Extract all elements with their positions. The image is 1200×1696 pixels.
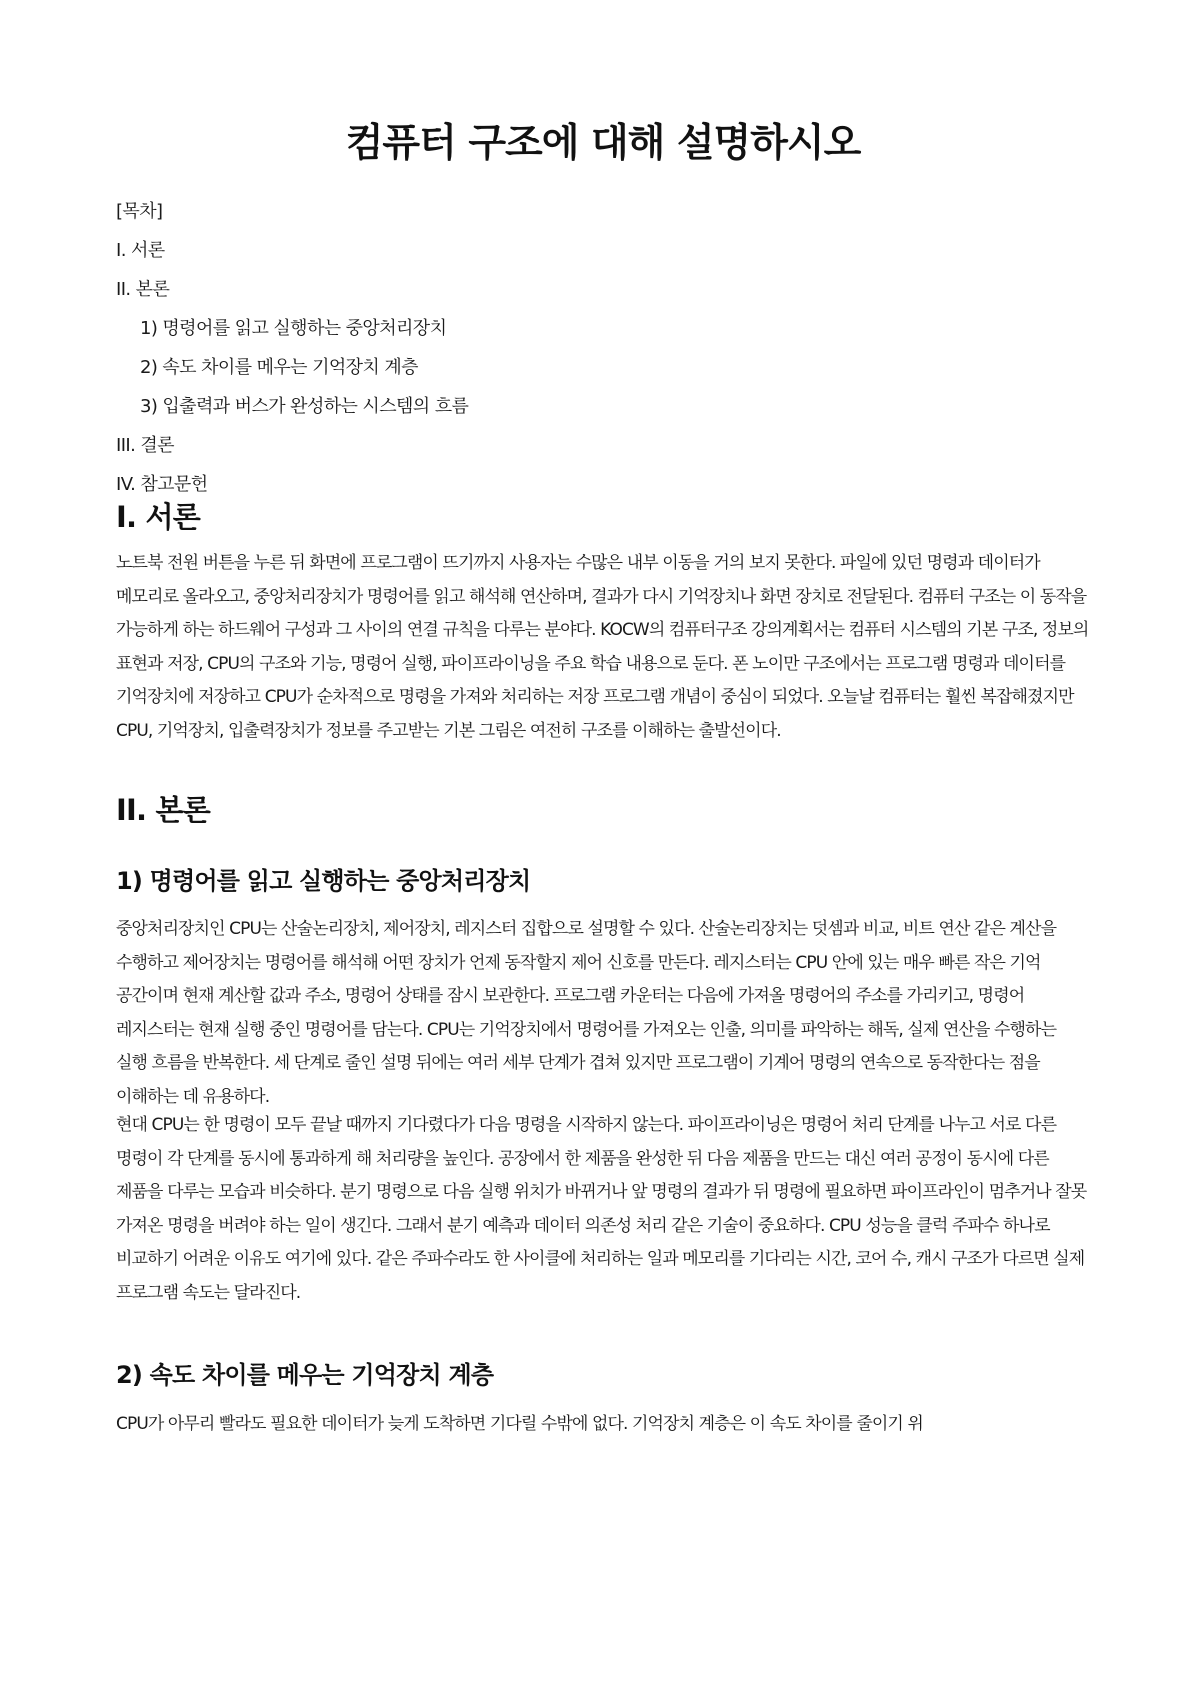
toc-item-body-2: 2) 속도 차이를 메우는 기억장치 계층 [140, 357, 418, 378]
toc-item-body-1: 1) 명령어를 읽고 실행하는 중앙처리장치 [140, 318, 447, 339]
body-heading: II. 본론 [116, 793, 210, 827]
document-title: 컴퓨터 구조에 대해 설명하시오 [345, 121, 861, 166]
toc-item-body-3: 3) 입출력과 버스가 완성하는 시스템의 흐름 [140, 396, 469, 417]
intro-paragraph: 노트북 전원 버튼을 누른 뒤 화면에 프로그램이 뜨기까지 사용자는 수많은 내부 이동을 거의 보지 못한다. 파일에 있던 명령과 데이터가 메모리로 올라오고, 중앙처리장치가 명령어를 읽고 해석해 연산하며, 결과가 다시 기억장치나 화면 장치로 전달된다. 컴퓨터 구조는 이 동작을 가능하게 하는 하드웨어 구성과 그 사이의 연결 규칙을 다루는 분야다. KOCW의 컴퓨터구조 강의계획서는 컴퓨터 시스템의 기본 구조, 정보의 표현과 저장, CPU의 구조와 기능, 명령어 실행, 파이프라이닝을 주요 학습 내용으로 둔다. 폰 노이만 구조에서는 프로그램 명령과 데이터를 기억장치에 저장하고 CPU가 순차적으로 명령을 가져와 처리하는 저장 프로그램 개념이 중심이 되었다. 오늘날 컴퓨터는 훨씬 복잡해졌지만 CPU, 기억장치, 입출력장치가 정보를 주고받는 기본 그림은 여전히 구조를 이해하는 출발선이다. [116, 553, 1089, 741]
table-of-contents [116, 192, 1090, 504]
section-2-paragraph-clip [116, 1408, 1090, 1444]
section-1-paragraph-1: 중앙처리장치인 CPU는 산술논리장치, 제어장치, 레지스터 집합으로 설명할 수 있다. 산술논리장치는 덧셈과 비교, 비트 연산 같은 계산을 수행하고 제어장치는 명령어를 해석해 어떤 장치가 언제 동작할지 제어 신호를 만든다. 레지스터는 CPU 안에 있는 매우 빠른 작은 기억 공간이며 현재 계산할 값과 주소, 명령어 상태를 잠시 보관한다. 프로그램 카운터는 다음에 가져올 명령어의 주소를 가리키고, 명령어 레지스터는 현재 실행 중인 명령어를 담는다. CPU는 기억장치에서 명령어를 가져오는 인출, 의미를 파악하는 해독, 실제 연산을 수행하는 실행 흐름을 반복한다. 세 단계로 줄인 설명 뒤에는 여러 세부 단계가 겹쳐 있지만 프로그램이 기계어 명령의 연속으로 동작한다는 점을 이해하는 데 유용하다. [116, 919, 1057, 1107]
intro-heading: I. 서론 [116, 500, 200, 534]
section-2-heading: 2) 속도 차이를 메우는 기억장치 계층 [116, 1361, 494, 1389]
section-1-paragraph-2: 현대 CPU는 한 명령이 모두 끝날 때까지 기다렸다가 다음 명령을 시작하지 않는다. 파이프라이닝은 명령어 처리 단계를 나누고 서로 다른 명령이 각 단계를 동시에 통과하게 해 처리량을 높인다. 공장에서 한 제품을 완성한 뒤 다음 제품을 만드는 대신 여러 공정이 동시에 다른 제품을 다루는 모습과 비슷하다. 분기 명령으로 다음 실행 위치가 바뀌거나 앞 명령의 결과가 뒤 명령에 필요하면 파이프라인이 멈추거나 잘못 가져온 명령을 버려야 하는 일이 생긴다. 그래서 분기 예측과 데이터 의존성 처리 같은 기술이 중요하다. CPU 성능을 클럭 주파수 하나로 비교하기 어려운 이유도 여기에 있다. 같은 주파수라도 한 사이클에 처리하는 일과 메모리를 기다리는 시간, 코어 수, 캐시 구조가 다르면 실제 프로그램 속도는 달라진다. [116, 1115, 1087, 1303]
toc-item-intro: I. 서론 [116, 240, 165, 261]
toc-item-conclusion: III. 결론 [116, 435, 174, 456]
section-1-heading: 1) 명령어를 읽고 실행하는 중앙처리장치 [116, 867, 531, 895]
toc-item-body: II. 본론 [116, 279, 170, 300]
toc-heading: [목차] [116, 201, 163, 222]
toc-item-references: IV. 참고문헌 [116, 474, 208, 495]
section-2-paragraph-1: CPU가 아무리 빨라도 필요한 데이터가 늦게 도착하면 기다릴 수밖에 없다. 기억장치 계층은 이 속도 차이를 줄이기 위 [116, 1414, 923, 1434]
